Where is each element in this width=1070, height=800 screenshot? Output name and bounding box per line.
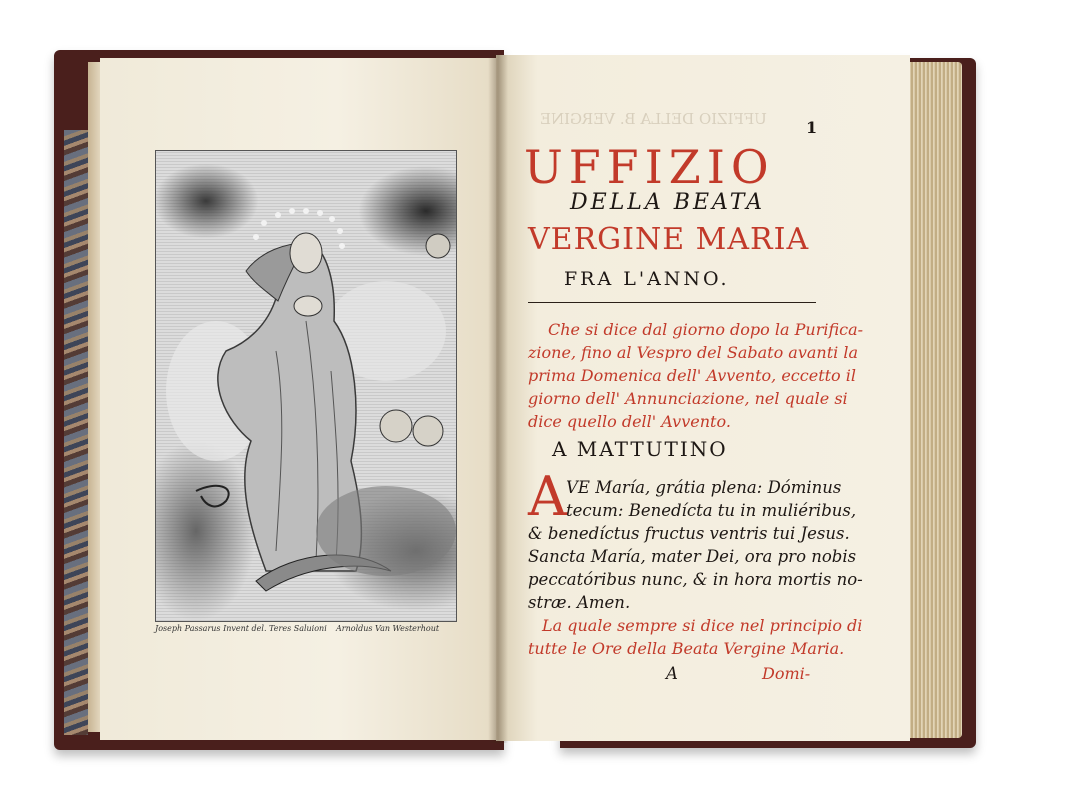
closing-rubric-line: tutte le Ore della Beata Vergine Maria. [528, 639, 845, 658]
rubric-line: prima Domenica dell' Avvento, eccetto il [528, 366, 857, 385]
bleed-through-text: UFFIZIO DELLA B. VERGINE [540, 110, 767, 128]
rubric-line: giorno dell' Annunciazione, nel quale si [528, 389, 848, 408]
prayer-line: VE María, grátia plena: Dóminus [566, 478, 842, 497]
rubric-line: Che si dice dal giorno dopo la Purifica- [548, 320, 864, 339]
signature-mark: A [666, 664, 678, 683]
title-uffizio: UFFIZIO [524, 140, 775, 194]
rubric-line: dice quello dell' Avvento. [528, 412, 731, 431]
title-della-beata: DELLA BEATA [570, 190, 766, 215]
drop-cap: A [528, 465, 567, 528]
virgin-mary-illustration [156, 151, 456, 621]
frontispiece-engraving [155, 150, 457, 622]
title-vergine-maria: VERGINE MARIA [528, 222, 810, 257]
engraving-caption-left: Joseph Passarus Invent del. Teres Saluioni [155, 624, 327, 633]
book-gutter [488, 55, 508, 743]
catchword: Domi- [762, 664, 811, 683]
prayer-line: peccatóribus nunc, & in hora mortis no- [528, 570, 863, 589]
section-heading: A MATTUTINO [552, 437, 728, 461]
prayer-line: & benedíctus fructus ventris tui Jesus. [528, 524, 850, 543]
marbled-endpaper [64, 130, 88, 735]
page-edges [906, 62, 962, 738]
title-rule [528, 302, 816, 303]
prayer-line: Sancta María, mater Dei, ora pro nobis [528, 547, 857, 566]
page-number: 1 [806, 118, 818, 137]
prayer-line: stræ. Amen. [528, 593, 631, 612]
rubric-line: zione, fino al Vespro del Sabato avanti la [528, 343, 858, 362]
title-fra-lanno: FRA L'ANNO. [564, 268, 730, 290]
engraving-caption-right: Arnoldus Van Westerhout [336, 624, 440, 633]
prayer-line: tecum: Benedícta tu in muliéribus, [566, 501, 857, 520]
closing-rubric-line: La quale sempre si dice nel principio di [542, 616, 863, 635]
